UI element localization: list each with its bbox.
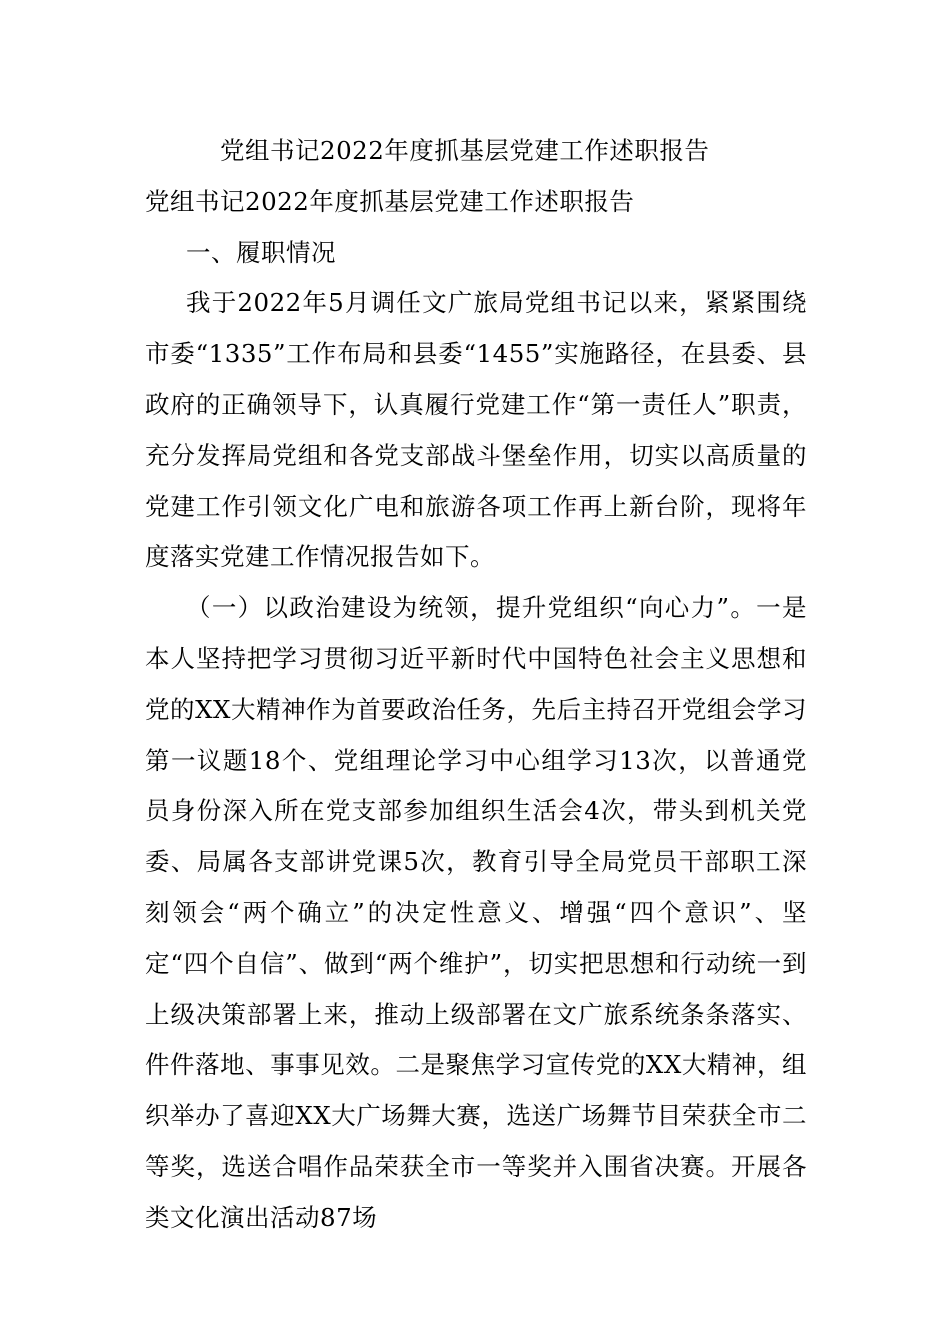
document-title: 党组书记2022年度抓基层党建工作述职报告 — [220, 136, 710, 165]
section-heading: 一、履职情况 — [186, 237, 336, 267]
paragraph-political-construction: （一）以政治建设为统领，提升党组织“向心力”。一是本人坚持把学习贯彻习近平新时代中国特色社会主义思想和党的XX大精神作为首要政治任务，先后主持召开党组会学习第一议题18个、党组理论学习中心组学习13次，以普通党员身份深入所在党支部参加组织生活会4次，带头到机关党委、局属各支部讲党课5次，教育引导全局党员干部职工深刻领会“两个确立”的决定性意义、增强“四个意识”、坚定“四个自信”、做到“两个维护”，切实把思想和行动统一到上级决策部署上来，推动上级部署在文广旅系统条条落实、件件落地、事事见效。二是聚焦学习宣传党的XX大精神，组织举办了喜迎XX大广场舞大赛，选送广场舞节目荣获全市二等奖，选送合唱作品荣获全市一等奖并入围省决赛。开展各类文化演出活动87场 — [145, 593, 807, 1232]
paragraph-intro: 我于2022年5月调任文广旅局党组书记以来，紧紧围绕市委“1335”工作布局和县委“1455”实施路径，在县委、县政府的正确领导下，认真履行党建工作“第一责任人”职责，充分发挥局党组和各党支部战斗堡垒作用，切实以高质量的党建工作引领文化广电和旅游各项工作再上新台阶，现将年度落实党建工作情况报告如下。 — [145, 288, 807, 572]
document-subtitle: 党组书记2022年度抓基层党建工作述职报告 — [145, 186, 635, 216]
document-body — [145, 126, 807, 1244]
